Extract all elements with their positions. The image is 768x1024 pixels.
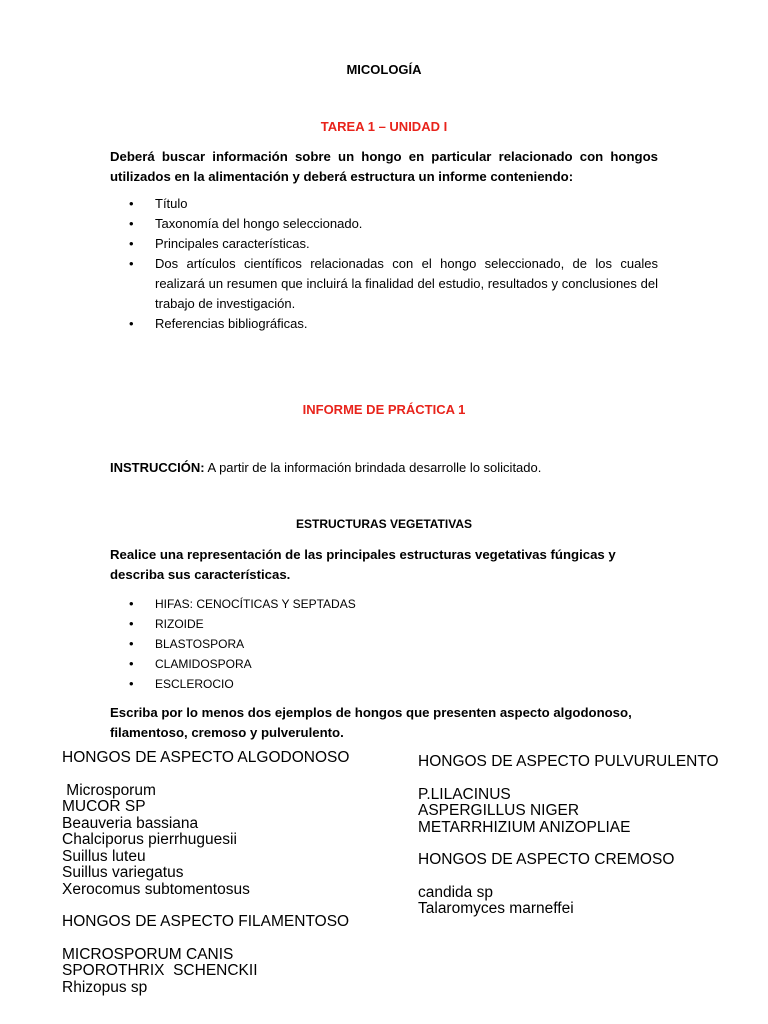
list-item-text: RIZOIDE (155, 617, 204, 631)
list-item: ASPERGILLUS NIGER (418, 802, 580, 819)
instruction-text: A partir de la información brindada desarrolle lo solicitado. (204, 460, 542, 475)
spacer (62, 931, 349, 947)
spacer (418, 771, 719, 787)
list-item: candida sp (418, 883, 493, 901)
list-item-text: BLASTOSPORA (155, 637, 245, 651)
list-item (110, 634, 658, 654)
list-item: METARRHIZIUM ANIZOPLIAE (418, 818, 631, 836)
bullet-icon: • (129, 196, 134, 211)
list-item (110, 314, 658, 334)
spacer (418, 869, 719, 885)
list-item: Chalciporus pierrhuguesii (62, 831, 237, 848)
bullet-icon: • (129, 636, 134, 651)
bullet-icon: • (129, 656, 134, 671)
list-item: P.LILACINUS (418, 785, 511, 803)
list-item-text: HIFAS: CENOCÍTICAS Y SEPTADAS (155, 597, 356, 611)
bullet-icon: • (129, 596, 134, 611)
list-item: MICROSPORUM CANIS (62, 945, 234, 963)
list-item (110, 214, 658, 234)
list-item-text: Dos artículos científicos relacionadas con el hongo seleccionado, de los cuales realizará un resumen que incluirá la finalidad del estudio, resultados y conclusiones del trabajo de investigación. (155, 256, 658, 311)
examples-prompt: Escriba por lo menos dos ejemplos de hongos que presenten aspecto algodonoso, filamentoso, cremoso y pulverulento. (110, 705, 632, 740)
cremoso-heading: HONGOS DE ASPECTO CREMOSO (418, 851, 675, 868)
filamentoso-heading: HONGOS DE ASPECTO FILAMENTOSO (62, 913, 350, 930)
list-item-text: Principales características. (155, 236, 310, 251)
list-item (110, 614, 658, 634)
list-item (110, 194, 658, 214)
spacer (418, 836, 719, 852)
list-item: Suillus luteu (62, 847, 146, 865)
section-intro: Realice una representación de las principales estructuras vegetativas fúngicas y describa sus características. (110, 547, 616, 582)
list-item (110, 234, 658, 254)
answers-left-column (62, 750, 349, 996)
pulvurulento-heading: HONGOS DE ASPECTO PULVURULENTO (418, 753, 719, 770)
list-item (110, 654, 658, 674)
list-item (110, 594, 658, 614)
bullet-icon: • (129, 676, 134, 691)
list-item-text: Título (155, 196, 188, 211)
list-item: Microsporum (62, 781, 156, 799)
answers-right-column (418, 754, 719, 918)
list-item: MUCOR SP (62, 798, 146, 815)
bullet-icon: • (129, 256, 134, 271)
algodonoso-heading: HONGOS DE ASPECTO ALGODONOSO (62, 749, 350, 766)
list-item: Suillus variegatus (62, 864, 184, 881)
list-item-text: Referencias bibliográficas. (155, 316, 308, 331)
report-heading: INFORME DE PRÁCTICA 1 (302, 402, 466, 417)
section-heading: ESTRUCTURAS VEGETATIVAS (295, 517, 472, 531)
bullet-icon: • (129, 236, 134, 251)
instruction-line (110, 460, 541, 475)
instruction-label: INSTRUCCIÓN: (110, 460, 205, 475)
bullet-icon: • (129, 616, 134, 631)
bullet-icon: • (129, 316, 134, 331)
spacer (62, 767, 349, 783)
task-requirements-list (110, 194, 658, 334)
spacer (62, 898, 349, 914)
list-item-text: Taxonomía del hongo seleccionado. (155, 216, 363, 231)
list-item: Talaromyces marneffei (418, 900, 574, 917)
list-item: SPOROTHRIX SCHENCKII (62, 962, 258, 979)
list-item (110, 254, 658, 314)
structures-list (110, 594, 658, 694)
task-intro: Deberá buscar información sobre un hongo en particular relacionado con hongos utilizados en la alimentación y deberá estructura un informe conteniendo: (110, 149, 658, 184)
list-item (110, 674, 658, 694)
list-item-text: CLAMIDOSPORA (155, 657, 252, 671)
list-item: Xerocomus subtomentosus (62, 880, 250, 898)
task-heading: TAREA 1 – UNIDAD I (320, 119, 448, 134)
list-item: Rhizopus sp (62, 978, 148, 996)
bullet-icon: • (129, 216, 134, 231)
list-item-text: ESCLEROCIO (155, 677, 234, 691)
list-item: Beauveria bassiana (62, 814, 199, 832)
document-title: MICOLOGÍA (346, 62, 422, 77)
